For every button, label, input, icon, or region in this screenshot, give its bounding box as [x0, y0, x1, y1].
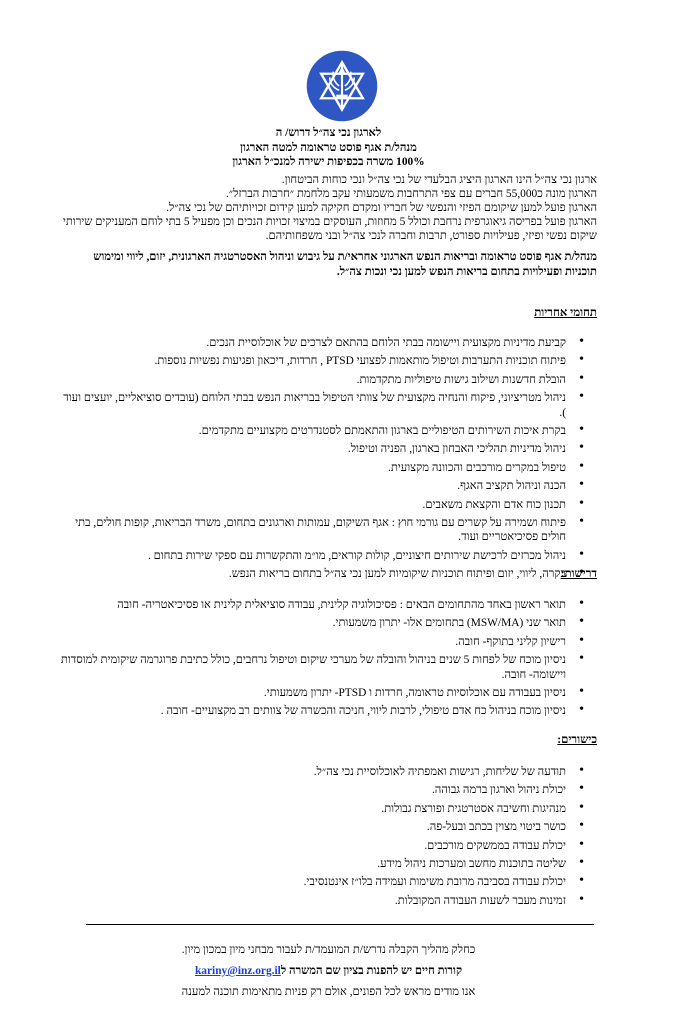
- list-item: • יכולת עבודה בסביבה מרובת משימות ועמידה בלו״ז אינטנסיבי.: [60, 875, 597, 889]
- list-item: • בקרת איכות השירותים הטיפוליים בארגון והתאמתם לסטנדרטים מקצועיים מתקדמים.: [60, 424, 597, 438]
- requirements-heading: דרישות:: [560, 567, 597, 580]
- list-item: • מנהיגות וחשיבה אסטרטגית ופורצת גבולות.: [60, 802, 597, 816]
- footer-screening-note: כחלק מהליך הקבלה נדרש/ת המועמד/ת לעבור מבחני מיון במכון מיון.: [181, 944, 476, 956]
- footer-cv-line: [60, 965, 597, 977]
- list-item: • פיתוח ושמירה על קשרים עם גורמי חוץ : אגף השיקום, עמותות וארגונים בתחום, משרד הבריאות, קופות חולים, בתי חולים פסיכיאטריים ועוד.: [60, 516, 597, 545]
- list-item: • בקרה, ליווי, יזום ופיתוח תוכניות שיקומיות למען נכי צה״ל בתחום בריאות הנפש.: [60, 567, 597, 581]
- header-line-1: לארגון נכי צה״ל דרוש/ ה: [275, 127, 382, 139]
- list-item: • תואר שני (MSW/MA) בתחומים אלו- יתרון משמעותי.: [60, 616, 597, 630]
- list-item: • ניסיון מוכח של לפחות 5 שנים בניהול והובלה של מערכי שיקום וטיפול נרחבים, כולל כתיבת פרוגרמה שיקומית למוסדות ויישומה- חובה.: [60, 653, 597, 682]
- list-item: • שליטה בתוכנות מחשב ומערכות ניהול מידע.: [60, 857, 597, 871]
- responsibilities-heading: תחומי אחריות: [534, 306, 597, 319]
- intro-line: הארגון פועל למען שיקומם הפיזי והנפשי של חבריו ומקדם חקיקה למען קידום זכויותיהם של נכי צה״ל.: [166, 202, 597, 214]
- header-job-title: מנהל/ת אגף פוסט טראומה למטה הארגון: [240, 141, 417, 154]
- skills-list: [60, 765, 597, 912]
- intro-block: [60, 173, 597, 243]
- list-item: • זמינות מעבר לשעות העבודה המקובלות.: [60, 894, 597, 908]
- footer-divider: [86, 924, 594, 925]
- skills-heading: כישורים:: [557, 733, 597, 746]
- list-item: • ניסיון בעבודה עם אוכלוסיות טראומה, חרדות ו PTSD- יתרון משמעותי.: [60, 686, 597, 700]
- contact-email-link[interactable]: kariny@inz.org.il: [194, 965, 281, 977]
- list-item: • תואר ראשון באחד מהתחומים הבאים : פסיכולוגיה קלינית, עבודה סוציאלית קלינית או פסיכיאטריה- חובה: [60, 598, 597, 612]
- list-item: • תכנון כוח אדם והקצאת משאבים.: [60, 498, 597, 512]
- header-scope: 100% משרה בכפיפות ישירה למנכ״ל הארגון: [232, 156, 425, 168]
- footer-thanks-note: אנו מודים מראש לכל הפונים, אולם רק פניות מתאימות תוכנה למענה: [181, 986, 476, 998]
- intro-line: הארגון מונה כ55,000 חברים עם צפי התרחבות משמעותי עקב מלחמת ״חרבות הברזל״.: [225, 188, 597, 200]
- list-item: • הובלת חדשנות ושילוב גישות טיפוליות מתקדמות.: [60, 373, 597, 387]
- list-item: • ניהול מדיניות תהליכי האבחון בארגון, הפניה וטיפול.: [60, 442, 597, 456]
- responsibilities-list: [60, 336, 597, 586]
- intro-line: הארגון פועל בפריסה גיאוגרפית נרחבת וכולל 5 מחוזות, העוסקים במיצוי זכויות הנכים וכן מפעיל 5 בתי לוחם המעניקים שירותי שיקום נפשי ופיזי, פעילויות ספורט, תרבות וחברה לנכי צה״ל ובני משפחותיהם.: [62, 216, 597, 242]
- list-item: • טיפול במקרים מורכבים והכוונה מקצועית.: [60, 461, 597, 475]
- list-item: • כושר ביטוי מצוין בכתב ובעל-פה.: [60, 820, 597, 834]
- list-item: • ניסיון מוכח בניהול כח אדם טיפולי, לרבות ליווי, חניכה והכשרה של צוותים רב מקצועיים- חובה .: [60, 704, 597, 718]
- header-block: [60, 126, 597, 170]
- mission-statement: מנהל/ת אגף פוסט טראומה ובריאות הנפש הארגוני אחראי/ת על גיבוש וניהול האסטרטגיה הארגונית, יזום, ליווי ומימוש תוכניות ופעילויות בתחום בריאות הנפש למען נכי ונכות צה״ל.: [93, 251, 597, 278]
- list-item: • ניהול מכרזים לרכישת שירותים חיצוניים, קולות קוראים, מו״מ והתקשרות עם ספקי שירות בתחום .: [60, 549, 597, 563]
- list-item: • תודעה של שליחות, רגישות ואמפתיה לאוכלוסיית נכי צה״ל.: [60, 765, 597, 779]
- list-item: • יכולת עבודה בממשקים מורכבים.: [60, 839, 597, 853]
- idf-disabled-veterans-emblem-icon: [306, 50, 378, 122]
- list-item: • פיתוח תוכניות התערבות וטיפול מותאמות לפצועי PTSD , חרדות, דיכאון ופגיעות נפשיות נוספות.: [60, 354, 597, 368]
- list-item: • יכולת ניהול וארגון ברמה גבוהה.: [60, 783, 597, 797]
- cv-instructions: קורות חיים יש להפנות בציון שם המשרה ל: [280, 965, 463, 977]
- list-item: • הכנה וניהול תקציב האגף.: [60, 479, 597, 493]
- list-item: • קביעת מדיניות מקצועית ויישומה בבתי הלוחם בהתאם לצרכים של אוכלוסיית הנכים.: [60, 336, 597, 350]
- list-item: • רישיון קליני בתוקף- חובה.: [60, 635, 597, 649]
- requirements-list: [60, 598, 597, 723]
- list-item: • ניהול מטריציוני, פיקוח והנחיה מקצועית של צוותי הטיפול בבריאות הנפש בבתי הלוחם (עובדים סוציאליים, יועצים ועוד ).: [60, 391, 597, 420]
- intro-line: ארגון נכי צה״ל הינו הארגון היציג הבלעדי של נכי צה״ל ונכי כוחות הביטחון.: [281, 174, 597, 186]
